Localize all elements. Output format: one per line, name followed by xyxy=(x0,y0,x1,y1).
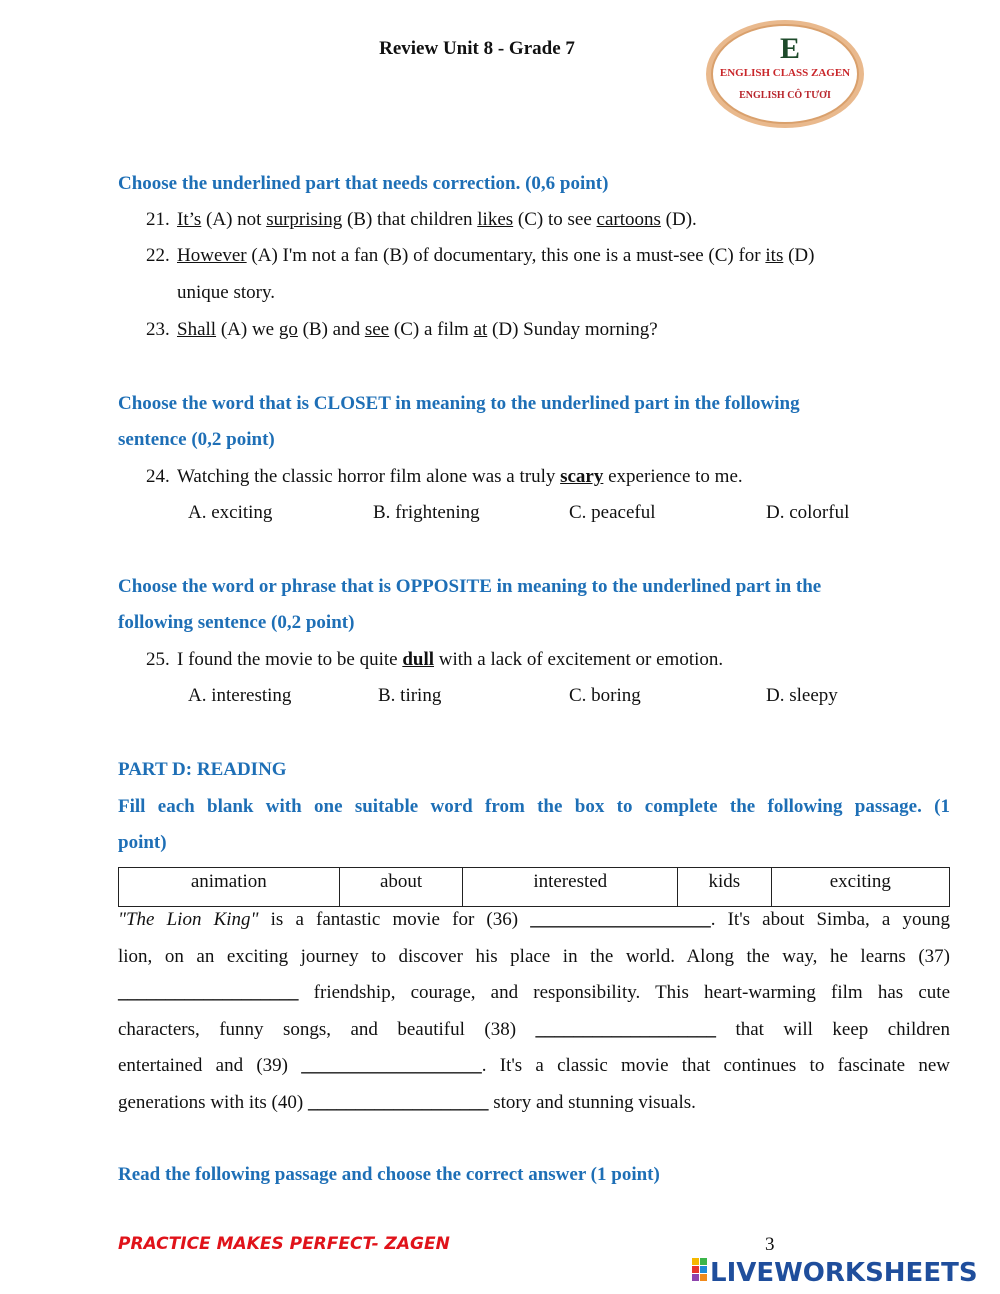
option-d[interactable]: D. colorful xyxy=(766,502,850,523)
question-number: 23. xyxy=(146,319,170,340)
question-22-continued: unique story. xyxy=(177,282,275,303)
option-b-part: go xyxy=(278,319,298,340)
logo-letter: E xyxy=(780,32,801,65)
passage-line: characters, funny songs, and beautiful (38) ___________________ that will keep children xyxy=(118,1018,950,1040)
word-box-item: animation xyxy=(119,868,340,907)
closest-heading-line1: Choose the word that is CLOSET in meaning to the underlined part in the following xyxy=(118,393,800,414)
option-d-part: cartoons xyxy=(596,209,661,230)
question-number: 25. xyxy=(146,649,170,670)
liveworksheets-logo-icon xyxy=(692,1258,707,1281)
reading-passage xyxy=(118,902,950,1122)
option-c[interactable]: C. boring xyxy=(569,685,641,706)
part-d-heading: PART D: READING xyxy=(118,759,287,780)
part-d-instruction-line2: point) xyxy=(118,832,167,853)
opposite-heading-line1: Choose the word or phrase that is OPPOSITE in meaning to the underlined part in the xyxy=(118,576,822,597)
part-d-instruction-line1: Fill each blank with one suitable word from the box to complete the following passage. (1 xyxy=(118,796,950,817)
word-box-item: interested xyxy=(463,868,678,907)
option-a-part: However xyxy=(177,245,247,266)
passage-line: lion, on an exciting journey to discover his place in the world. Along the way, he learns (37) xyxy=(118,945,950,967)
option-c-part: see xyxy=(364,319,390,340)
option-b[interactable]: B. frightening xyxy=(373,502,480,523)
word-box-item: exciting xyxy=(771,868,949,907)
option-d-part: at xyxy=(473,319,488,340)
question-number: 24. xyxy=(146,466,170,487)
passage-line: entertained and (39) ___________________. It's a classic movie that continues to fascinate new xyxy=(118,1055,951,1077)
word-box-item: about xyxy=(339,868,463,907)
key-word: scary xyxy=(560,466,604,487)
question-number: 21. xyxy=(146,209,170,230)
option-c[interactable]: C. peaceful xyxy=(569,502,656,523)
blank-38[interactable]: ___________________ xyxy=(535,1018,716,1040)
passage-line: ___________________ friendship, courage, and responsibility. This heart-warming film has cute xyxy=(118,982,950,1004)
key-word: dull xyxy=(402,649,435,670)
page-title: Review Unit 8 - Grade 7 xyxy=(379,38,575,59)
movie-title: "The Lion King" xyxy=(118,909,259,930)
option-c-part: likes xyxy=(477,209,514,230)
option-a[interactable]: A. exciting xyxy=(188,502,273,523)
blank-39[interactable]: ___________________ xyxy=(301,1055,482,1077)
liveworksheets-brand xyxy=(690,1252,990,1288)
logo-line2: ENGLISH CÔ TƯƠI xyxy=(739,90,831,101)
option-d-part: its xyxy=(765,245,784,266)
question-number: 22. xyxy=(146,245,170,266)
passage-line: generations with its (40) ___________________ story and stunning visuals. xyxy=(118,1091,696,1113)
blank-40[interactable]: ___________________ xyxy=(307,1091,489,1113)
option-b[interactable]: B. tiring xyxy=(378,685,442,706)
page-number: 3 xyxy=(765,1234,775,1255)
logo-line1: ENGLISH CLASS ZAGEN xyxy=(719,67,851,79)
word-box-item: kids xyxy=(678,868,772,907)
option-a[interactable]: A. interesting xyxy=(188,685,292,706)
closest-heading-line2: sentence (0,2 point) xyxy=(118,429,275,450)
opposite-heading-line2: following sentence (0,2 point) xyxy=(118,612,355,633)
option-b-part: surprising xyxy=(266,209,343,230)
blank-37[interactable]: ___________________ xyxy=(118,982,299,1004)
brand-text: LIVEWORKSHEETS xyxy=(710,1258,978,1288)
option-a-part: Shall xyxy=(177,319,217,340)
correction-heading: Choose the underlined part that needs correction. (0,6 point) xyxy=(118,173,609,194)
option-a-part: It’s xyxy=(177,209,202,230)
reading-mcq-heading: Read the following passage and choose the correct answer (1 point) xyxy=(118,1164,660,1185)
word-box xyxy=(118,867,950,907)
option-d[interactable]: D. sleepy xyxy=(766,685,838,706)
footer-slogan: PRACTICE MAKES PERFECT- ZAGEN xyxy=(118,1234,450,1254)
passage-line: "The Lion King" is a fantastic movie for (36) ___________________. It's about Simba, a young xyxy=(118,909,950,930)
class-logo xyxy=(704,18,866,130)
blank-36[interactable]: ___________________ xyxy=(530,909,711,930)
